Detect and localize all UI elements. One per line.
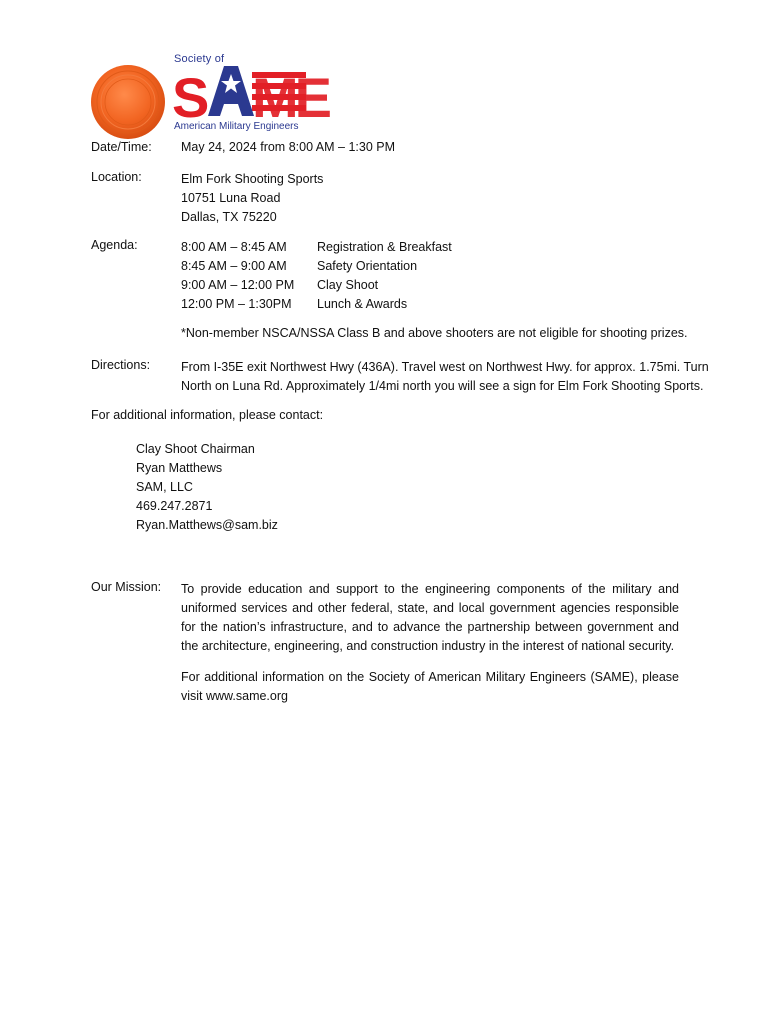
agenda-item: Registration & Breakfast: [317, 240, 452, 254]
location-line: Dallas, TX 75220: [181, 210, 277, 224]
location-label: Location:: [91, 170, 142, 184]
agenda-label: Agenda:: [91, 238, 138, 252]
directions-text: [181, 358, 709, 396]
logo-society-of: Society of: [174, 53, 225, 65]
directions-line: North on Luna Rd. Approximately 1/4mi north you will see a sign for Elm Fork Shooting Sports.: [181, 379, 704, 393]
directions-line: From I-35E exit Northwest Hwy (436A). Travel west on Northwest Hwy. for approx. 1.75mi. Turn: [181, 360, 709, 374]
agenda-item: Safety Orientation: [317, 259, 418, 273]
date-value: May 24, 2024 from 8:00 AM – 1:30 PM: [181, 140, 396, 154]
agenda-time: 12:00 PM – 1:30PM: [181, 297, 292, 311]
contact-block: [136, 440, 278, 535]
date-label: Date/Time:: [91, 140, 152, 154]
agenda-time: 9:00 AM – 12:00 PM: [181, 278, 295, 292]
contact-intro: For additional information, please contact:: [91, 408, 324, 422]
contact-phone: 469.247.2871: [136, 499, 213, 513]
contact-title: Clay Shoot Chairman: [136, 442, 255, 456]
logo-american-military-engineers: American Military Engineers: [174, 121, 299, 132]
agenda-time: 8:00 AM – 8:45 AM: [181, 240, 287, 254]
agenda-time: 8:45 AM – 9:00 AM: [181, 259, 287, 273]
svg-text:S: S: [172, 66, 207, 129]
mission-label: Our Mission:: [91, 580, 162, 594]
agenda-item: Clay Shoot: [317, 278, 379, 292]
directions-label: Directions:: [91, 358, 151, 372]
eligibility-note: *Non-member NSCA/NSSA Class B and above shooters are not eligible for shooting prizes.: [181, 326, 688, 340]
mission-text: To provide education and support to the engineering components of the military and uniformed services and other federal, state, and local government agencies responsible for the nation’s infrastructure, and to advance the partnership between government and the architecture, engineering, and construction industry in the interest of national security.: [181, 582, 679, 653]
more-info-text: For additional information on the Society of American Military Engineers (SAME), please visit www.same.org: [181, 670, 679, 703]
clay-target-icon: [90, 64, 166, 140]
location-line: Elm Fork Shooting Sports: [181, 172, 324, 186]
contact-email[interactable]: Ryan.Matthews@sam.biz: [136, 518, 278, 532]
location-block: [181, 170, 323, 227]
contact-company: SAM, LLC: [136, 480, 193, 494]
location-line: 10751 Luna Road: [181, 191, 281, 205]
agenda-item: Lunch & Awards: [317, 297, 408, 311]
agenda-times: [181, 238, 294, 314]
contact-name: Ryan Matthews: [136, 461, 223, 475]
agenda-items: [317, 238, 452, 314]
svg-text:ME: ME: [252, 66, 328, 129]
